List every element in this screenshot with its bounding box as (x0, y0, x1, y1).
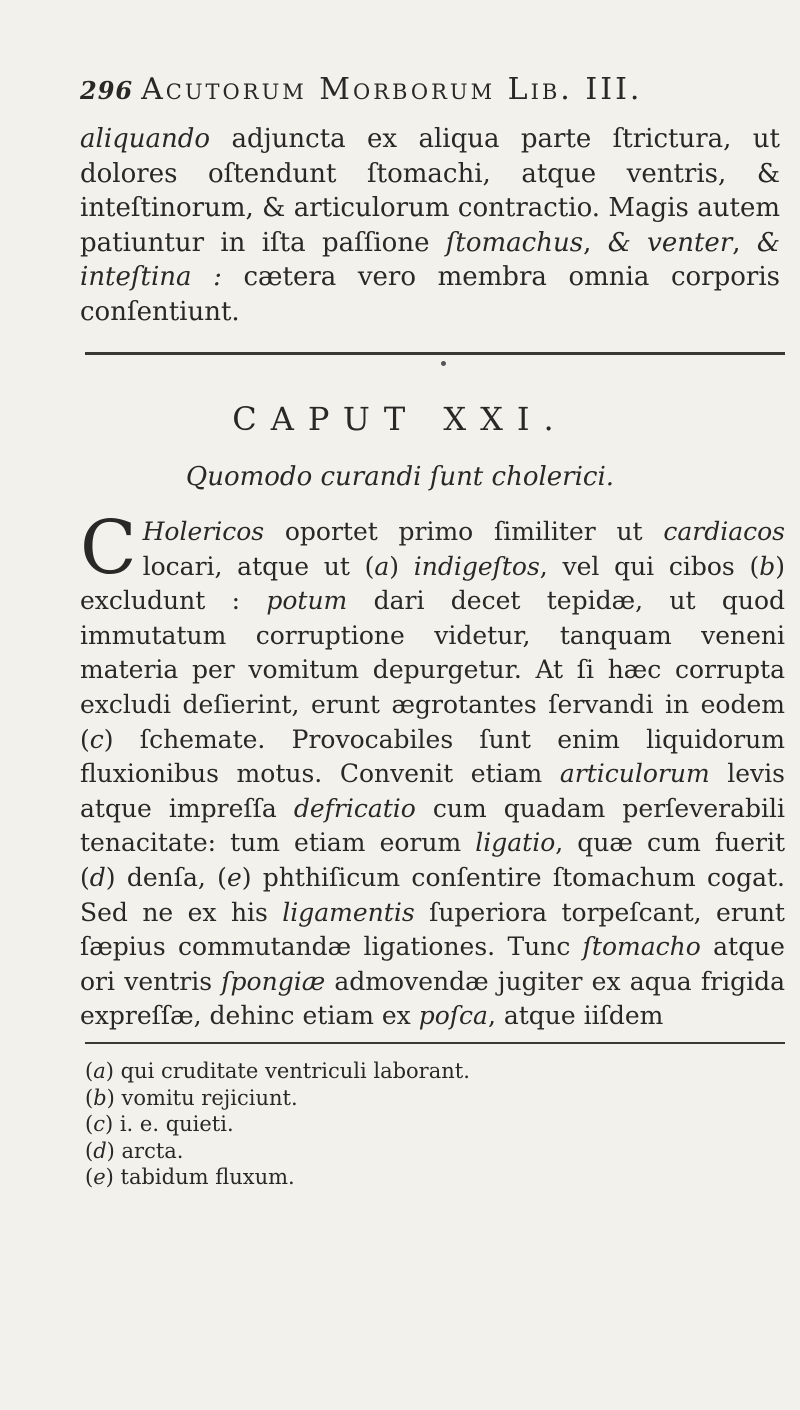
text-run: ) denſa, ( (105, 862, 227, 892)
footnote-divider (85, 1042, 785, 1044)
text-run: indigeſtos (413, 551, 540, 581)
text-run: ligatio (475, 828, 556, 858)
text-run: , atque iiſdem (487, 1001, 664, 1031)
text-run: adjuncta ex aliqua parte ſtrictura, ut dolores oſtendunt ſtomachi, atque ventris, & inteſtinorum, & articulorum contractio. Magis autem patiuntur in iſta paſſione (80, 124, 780, 258)
text-run: & venter (607, 227, 733, 258)
text-run: ) (389, 551, 414, 581)
chapter-heading: CAPUT XXI. (232, 400, 568, 438)
chapter-subtitle: Quomodo curandi ſunt cholerici. (185, 462, 615, 492)
text-run: ſtomacho (582, 932, 701, 962)
footnote-text: qui cruditate ventriculi laborant. (120, 1059, 470, 1083)
running-head (80, 72, 780, 107)
text-run: articulorum (559, 759, 710, 789)
section-divider (85, 352, 785, 355)
text-run: , quæ cum fuerit ( (80, 828, 785, 892)
text-run: cætera vero membra omnia corporis conſentiunt. (80, 262, 780, 327)
footnote: (a) qui cruditate ventriculi laborant. (85, 1059, 470, 1083)
footnote-ref: e (226, 862, 242, 892)
text-run: ſpongiæ (221, 966, 326, 996)
text-run: defricatio (293, 793, 416, 823)
text-run: poſca (418, 1001, 488, 1031)
text-run: atque ori ventris (80, 932, 785, 996)
footnote-ref: a (374, 551, 390, 581)
text-run: admovendæ jugiter ex aqua frigida expreſſæ, dehinc etiam ex (80, 966, 786, 1031)
text-run: oportet primo ſimiliter ut (264, 517, 664, 546)
footnote-ref: b (759, 551, 776, 581)
footnote: (c) i. e. quieti. (85, 1112, 234, 1136)
footnote-mark: c (93, 1112, 105, 1136)
text-run: cardiacos (663, 517, 785, 546)
footnote-mark: d (93, 1138, 107, 1163)
footnote: (b) vomitu rejiciunt. (85, 1085, 298, 1110)
footnote-text: tabidum fluxum. (120, 1165, 295, 1189)
text-run: levis atque impreſſa (80, 759, 785, 823)
text-run: Holericos (142, 517, 265, 546)
main-paragraph (80, 505, 786, 1034)
text-run: ligamentis (282, 897, 415, 927)
footnotes (85, 1058, 685, 1191)
footnote-text: i. e. quieti. (119, 1112, 234, 1136)
text-run: & inteſtina : (80, 227, 781, 292)
text-run: ) ſchemate. Provocabiles ſunt enim liquidorum fluxionibus motus. Convenit etiam (80, 724, 785, 789)
text-run: cum quadam perſeverabili tenacitate: tum etiam eorum (80, 793, 785, 858)
drop-cap: C (80, 505, 137, 591)
running-title: Acutorum Morborum Lib. III. (141, 72, 643, 107)
page-number: 296 (80, 76, 134, 105)
top-paragraph (80, 122, 780, 329)
footnote: (e) tabidum fluxum. (85, 1165, 295, 1189)
footnote-mark: a (93, 1059, 106, 1083)
footnote-mark: e (93, 1165, 106, 1189)
text-run: ) phthiſicum conſentire ſtomachum cogat. Sed ne ex his (80, 862, 785, 927)
text-run: ) excludunt : (80, 551, 785, 616)
text-run: potum (266, 586, 348, 616)
text-run: locari, atque ut ( (142, 551, 375, 581)
text-run: , (583, 227, 608, 258)
text-run: dari decet tepidæ, ut quod immutatum corruptione videtur, tanquam veneni materia per vomitum depurgetur. At ſi hæc corrupta excludi deſierint, erunt ægrotantes ſervandi in eodem ( (80, 586, 786, 754)
text-run: ſtomachus (445, 227, 584, 258)
footnote-text: vomitu rejiciunt. (121, 1085, 298, 1110)
text-run: , (732, 227, 757, 258)
footnote-mark: b (93, 1085, 107, 1110)
text-run: aliquando (80, 124, 211, 154)
footnote-ref: c (89, 724, 104, 754)
footnote-ref: d (89, 862, 106, 892)
footnote-text: arcta. (121, 1138, 184, 1163)
text-run: ſuperiora torpeſcant, erunt ſæpius commutandæ ligationes. Tunc (80, 897, 785, 962)
text-run: , vel qui cibos ( (539, 551, 760, 581)
footnote: (d) arcta. (85, 1138, 184, 1163)
divider-dot (441, 361, 446, 366)
